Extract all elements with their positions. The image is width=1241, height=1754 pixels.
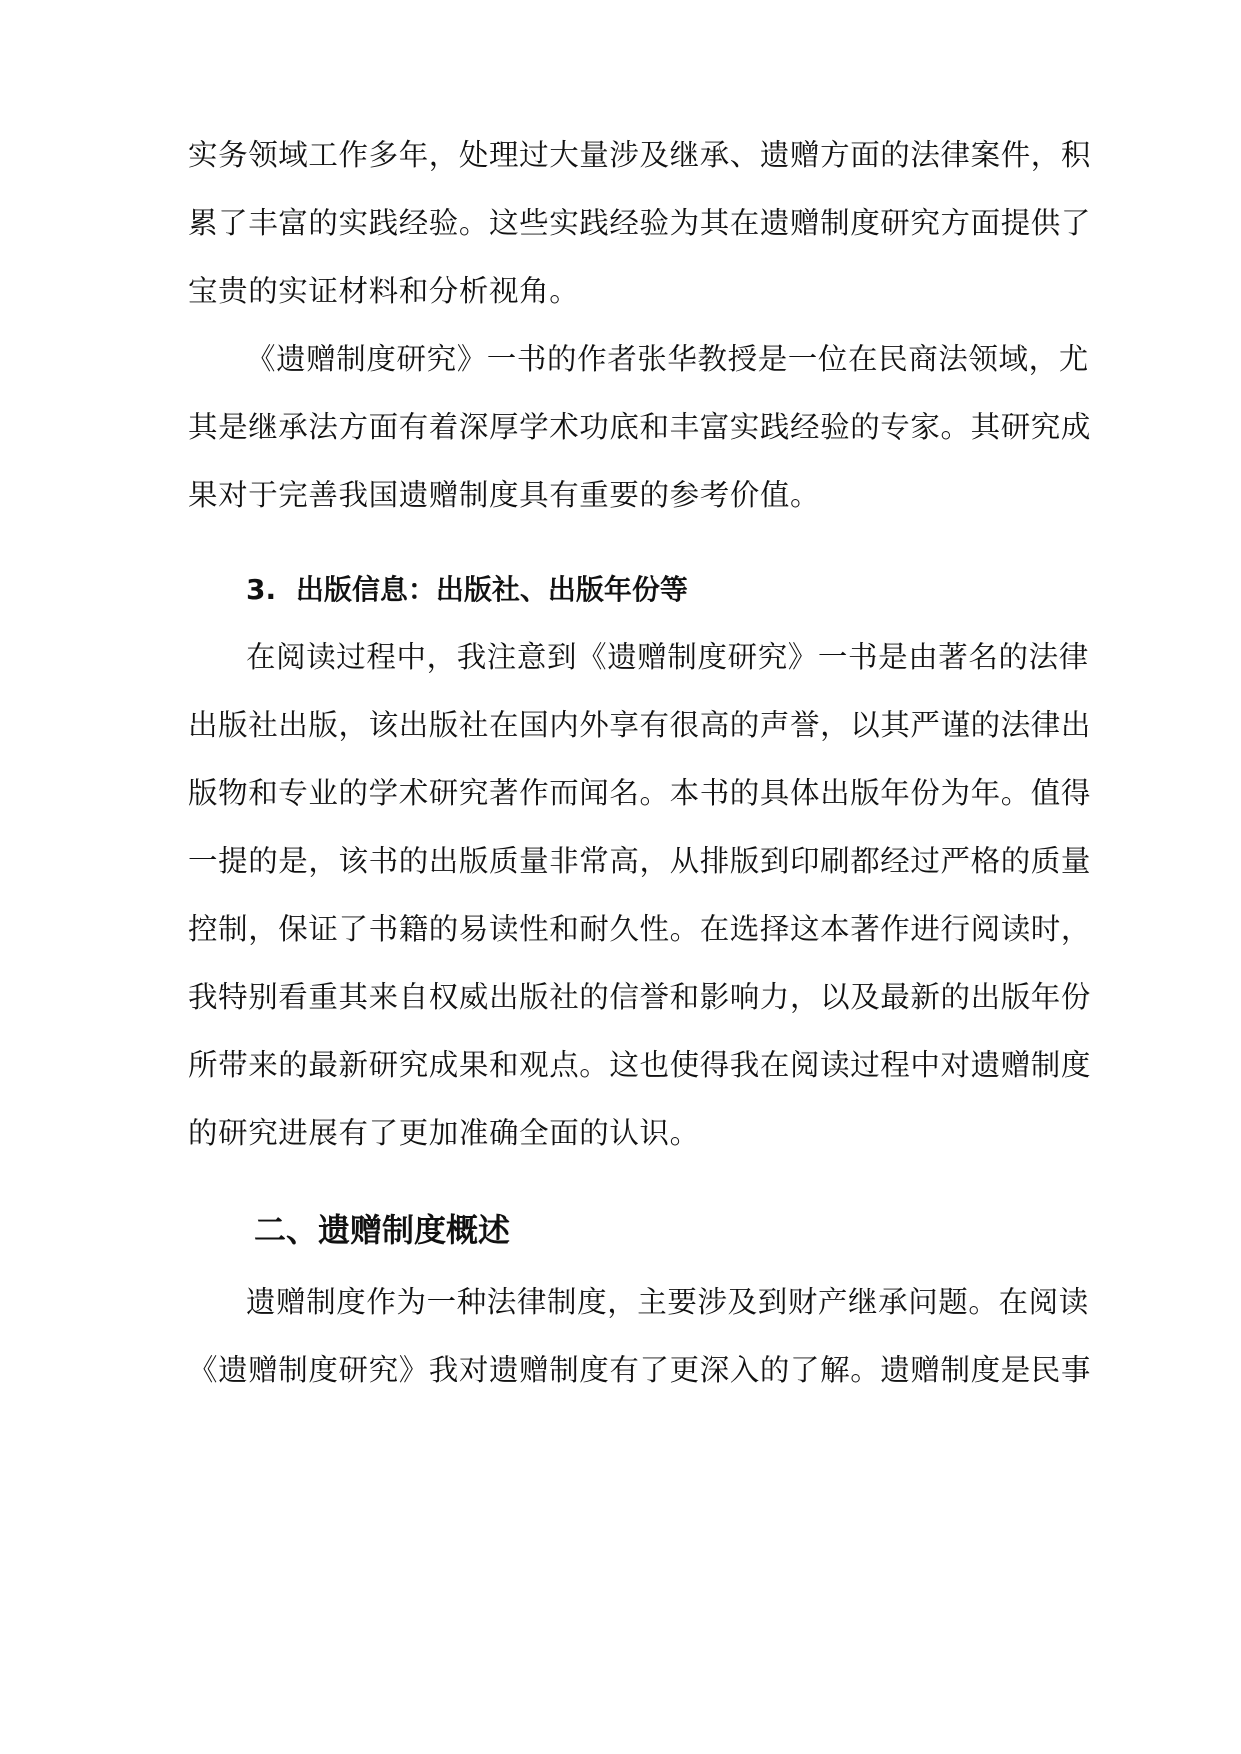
text-line: 出版社出版，该出版社在国内外享有很高的声誉，以其严谨的法律出 — [188, 708, 1092, 742]
text-line: 控制，保证了书籍的易读性和耐久性。在选择这本著作进行阅读时， — [188, 912, 1092, 946]
text-line: 我特别看重其来自权威出版社的信誉和影响力，以及最新的出版年份 — [188, 980, 1092, 1014]
text-line: 一提的是，该书的出版质量非常高，从排版到印刷都经过严格的质量 — [188, 844, 1092, 878]
text-line: 累了丰富的实践经验。这些实践经验为其在遗赠制度研究方面提供了 — [188, 206, 1092, 240]
text-line: 在阅读过程中，我注意到《遗赠制度研究》一书是由著名的法律 — [246, 640, 1089, 674]
section-number: 3. — [246, 573, 277, 606]
text-line: 其是继承法方面有着深厚学术功底和丰富实践经验的专家。其研究成 — [188, 410, 1092, 444]
text-line: 所带来的最新研究成果和观点。这也使得我在阅读过程中对遗赠制度 — [188, 1048, 1092, 1082]
text-line: 宝贵的实证材料和分析视角。 — [188, 274, 580, 308]
section-title: 出版信息：出版社、出版年份等 — [295, 573, 688, 606]
text-line: 果对于完善我国遗赠制度具有重要的参考价值。 — [188, 478, 821, 512]
section-heading-publication-info — [246, 570, 688, 610]
text-line: 的研究进展有了更加准确全面的认识。 — [188, 1116, 700, 1150]
text-line: 《遗赠制度研究》一书的作者张华教授是一位在民商法领域，尤 — [246, 342, 1089, 376]
chapter-heading: 二、遗赠制度概述 — [254, 1211, 511, 1249]
text-line: 版物和专业的学术研究著作而闻名。本书的具体出版年份为年。值得 — [188, 776, 1092, 810]
text-line: 实务领域工作多年，处理过大量涉及继承、遗赠方面的法律案件，积 — [188, 138, 1092, 172]
text-line: 《遗赠制度研究》我对遗赠制度有了更深入的了解。遗赠制度是民事 — [188, 1353, 1092, 1387]
text-line: 遗赠制度作为一种法律制度，主要涉及到财产继承问题。在阅读 — [246, 1285, 1089, 1319]
